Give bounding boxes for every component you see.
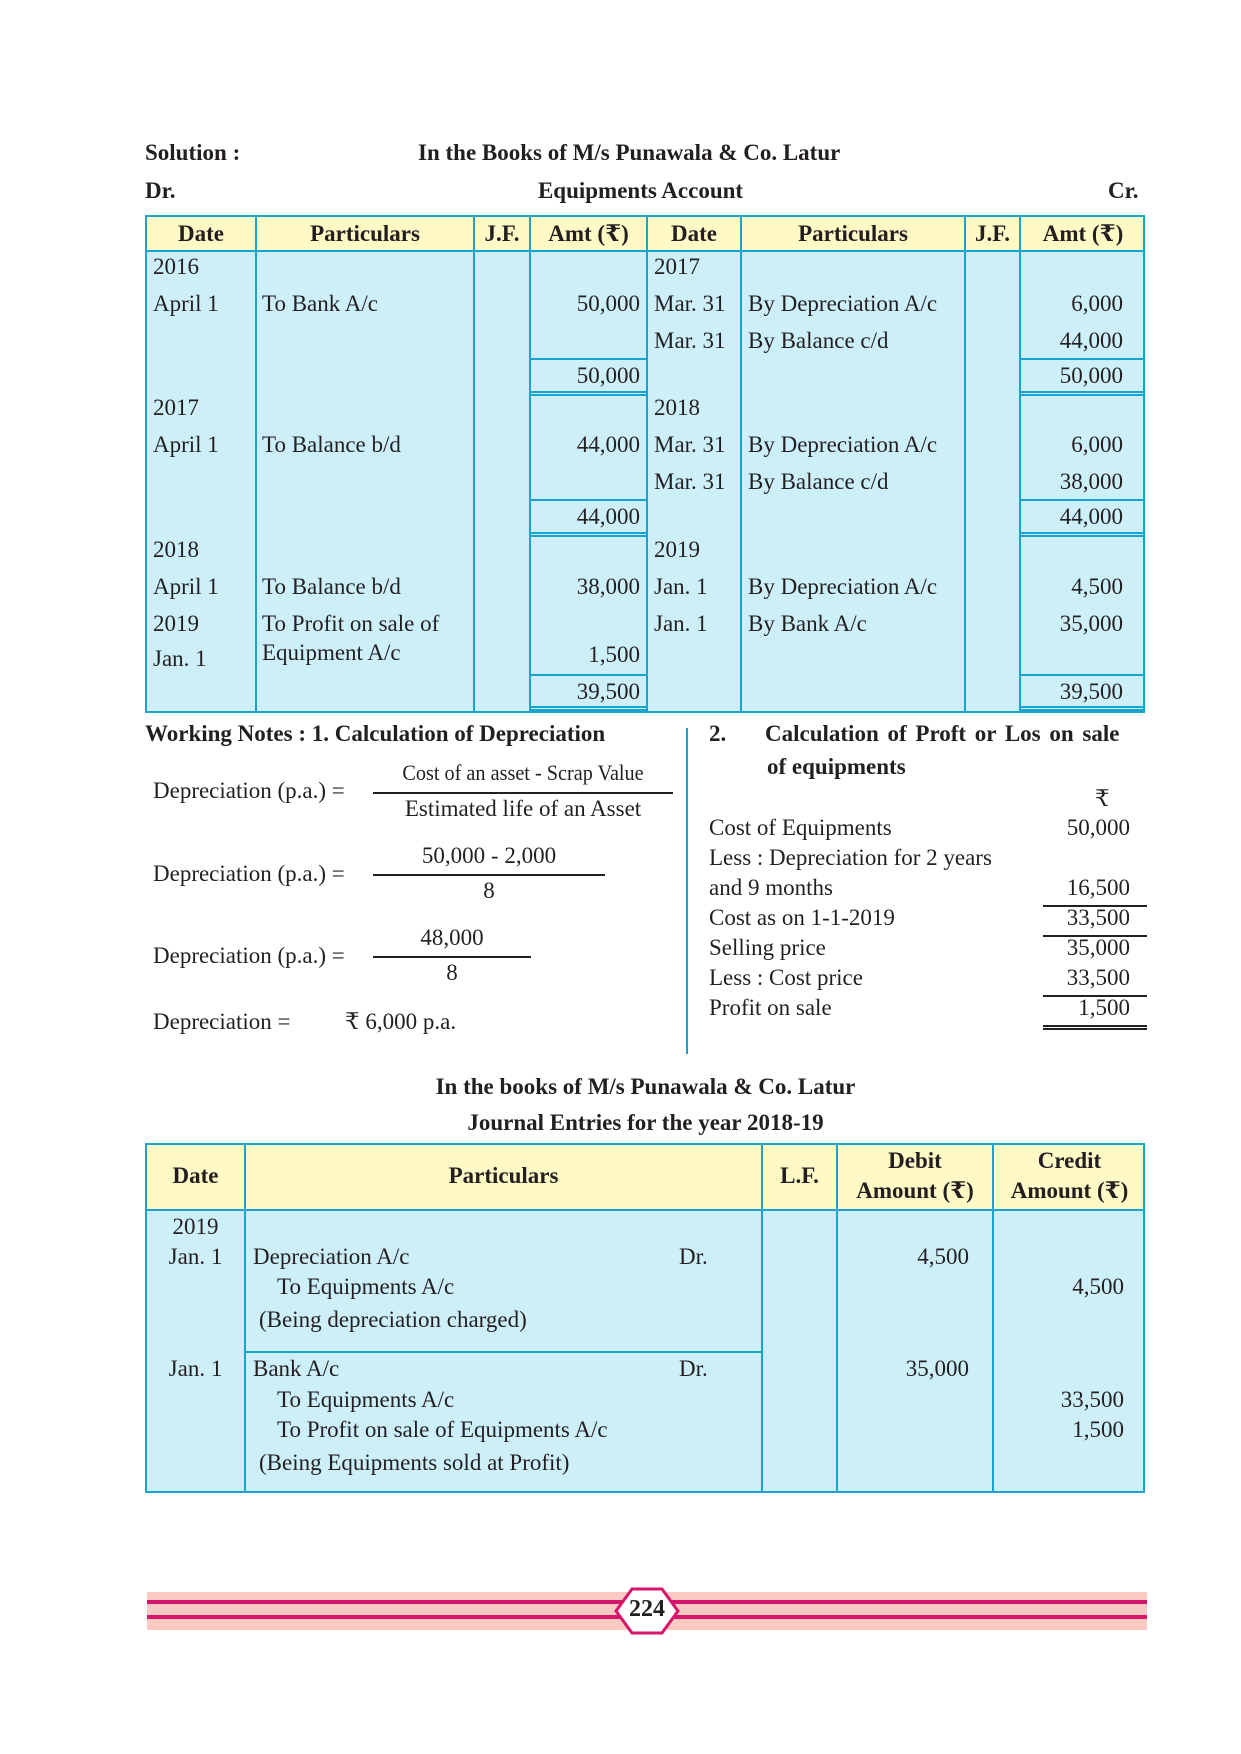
- ledger-debit-date: 2016: [153, 254, 199, 279]
- ledger-header-date: Date: [178, 221, 224, 246]
- profit-row-value: 33,500: [1066, 965, 1130, 990]
- ledger-divider: [964, 217, 966, 711]
- ledger-credit-amount: 6,000: [1071, 291, 1123, 316]
- profit-row-label: Less : Cost price: [709, 965, 863, 990]
- notes-divider: [686, 728, 688, 1054]
- double-rule: [529, 391, 648, 396]
- page-number: 224: [629, 1596, 665, 1622]
- journal-line-text: To Equipments A/c: [277, 1274, 455, 1299]
- ledger-header-jf: J.F.: [484, 221, 520, 246]
- profit-row-value: 35,000: [1066, 935, 1130, 960]
- cr-label: Cr.: [1108, 178, 1139, 203]
- ledger-credit-total: 50,000: [1059, 363, 1123, 388]
- ledger-header-row: [147, 217, 1143, 252]
- journal-header-lf: L.F.: [780, 1163, 819, 1188]
- formula-label: Depreciation (p.a.) =: [153, 778, 345, 803]
- ledger-credit-particulars: By Depreciation A/c: [748, 432, 938, 457]
- dr-label: Dr.: [145, 178, 176, 203]
- ledger-debit-amount: 44,000: [576, 432, 640, 457]
- profit-row-value: 16,500: [1066, 875, 1130, 900]
- ledger-credit-particulars: By Depreciation A/c: [748, 291, 938, 316]
- journal-header-credit-amount: Amount (₹): [1010, 1178, 1129, 1203]
- fraction-line: [373, 874, 605, 876]
- journal-line-text: To Profit on sale of Equipments A/c: [277, 1417, 608, 1442]
- journal-divider: [836, 1145, 838, 1491]
- journal-date: Jan. 1: [168, 1356, 223, 1381]
- ledger-credit-amount: 35,000: [1059, 611, 1123, 636]
- ledger-credit-particulars: By Bank A/c: [748, 611, 867, 636]
- step1-denominator: 8: [483, 878, 495, 903]
- ledger-divider: [473, 217, 475, 711]
- ledger-debit-total: 39,500: [576, 679, 640, 704]
- journal-debit-amount: 4,500: [917, 1244, 969, 1269]
- double-rule: [1019, 706, 1145, 711]
- result-label: Depreciation =: [153, 1009, 291, 1034]
- step2-numerator: 48,000: [420, 925, 484, 950]
- journal-divider: [761, 1145, 763, 1491]
- ledger-header-date-cr: Date: [671, 221, 717, 246]
- journal-credit-amount: 1,500: [1072, 1417, 1124, 1442]
- profit-row-value: 33,500: [1066, 905, 1130, 930]
- ledger-debit-particulars: To Profit on sale of: [262, 611, 440, 636]
- ledger-divider: [740, 217, 742, 711]
- journal-dr-label: Dr.: [679, 1244, 708, 1269]
- ledger-debit-date: 2019: [153, 611, 199, 636]
- journal-header-particulars: Particulars: [448, 1163, 559, 1188]
- ledger-credit-date: Mar. 31: [654, 328, 726, 353]
- profit-row-label: Cost of Equipments: [709, 815, 892, 840]
- journal-line-text: Bank A/c: [253, 1356, 340, 1381]
- step1-label: Depreciation (p.a.) =: [153, 861, 345, 886]
- journal-narration: (Being Equipments sold at Profit): [259, 1450, 570, 1475]
- double-rule: [529, 706, 648, 711]
- ledger-credit-amount: 4,500: [1071, 574, 1123, 599]
- profit-row-value: 50,000: [1066, 815, 1130, 840]
- double-rule: [1019, 391, 1145, 396]
- ledger-debit-total: 50,000: [576, 363, 640, 388]
- step2-label: Depreciation (p.a.) =: [153, 943, 345, 968]
- formula-denominator: Estimated life of an Asset: [404, 796, 642, 821]
- journal-books-title: In the books of M/s Punawala & Co. Latur: [435, 1074, 856, 1099]
- journal-narration: (Being depreciation charged): [259, 1307, 527, 1332]
- ledger-debit-particulars: To Bank A/c: [262, 291, 378, 316]
- journal-title: Journal Entries for the year 2018-19: [467, 1110, 824, 1135]
- formula-numerator: Cost of an asset - Scrap Value: [402, 760, 644, 785]
- entry-separator: [244, 1351, 763, 1353]
- step2-denominator: 8: [446, 960, 458, 985]
- solution-label: Solution :: [145, 140, 241, 165]
- double-rule: [1019, 532, 1145, 537]
- ledger-credit-date: Mar. 31: [654, 291, 726, 316]
- profit-calc-title: Calculation of Proft or Los on sale: [765, 721, 1120, 746]
- ledger-credit-date: 2018: [654, 395, 700, 420]
- ledger-credit-date: Mar. 31: [654, 469, 726, 494]
- ledger-credit-particulars: By Balance c/d: [748, 328, 889, 353]
- fraction-line: [373, 956, 531, 958]
- working-notes-title: Working Notes : 1. Calculation of Depreciation: [145, 721, 606, 746]
- profit-row-label: Selling price: [709, 935, 826, 960]
- journal-date-year: 2019: [172, 1214, 219, 1239]
- ledger-debit-amount: 1,500: [588, 642, 640, 667]
- ledger-debit-amount: 50,000: [576, 291, 640, 316]
- total-rule: [1019, 674, 1145, 676]
- books-title: In the Books of M/s Punawala & Co. Latur: [418, 140, 841, 165]
- ledger-header-amount: Amt (₹): [548, 221, 629, 246]
- journal-line-text: Depreciation A/c: [253, 1244, 410, 1269]
- total-rule: [529, 499, 648, 501]
- fraction-line: [373, 792, 673, 794]
- total-rule: [1019, 358, 1145, 360]
- ledger-debit-date: April 1: [153, 574, 219, 599]
- ledger-debit-date: 2017: [153, 395, 199, 420]
- rupee-icon: ₹: [1095, 786, 1110, 811]
- ledger-debit-amount: 38,000: [576, 574, 640, 599]
- journal-debit-amount: 35,000: [905, 1356, 969, 1381]
- profit-row-value: 1,500: [1078, 995, 1130, 1020]
- profit-row-label: Less : Depreciation for 2 years: [709, 845, 992, 870]
- ledger-divider: [255, 217, 257, 711]
- ledger-credit-date: Jan. 1: [654, 611, 708, 636]
- journal-dr-label: Dr.: [679, 1356, 708, 1381]
- profit-calc-number: 2.: [709, 721, 727, 746]
- profit-calc-title-2: of equipments: [767, 754, 906, 779]
- ledger-header-jf-cr: J.F.: [975, 221, 1010, 246]
- journal-header-debit-amount: Amount (₹): [856, 1178, 974, 1203]
- ledger-credit-date: 2019: [654, 537, 700, 562]
- ledger-debit-particulars: To Balance b/d: [262, 574, 401, 599]
- ledger-debit-date: 2018: [153, 537, 199, 562]
- ledger-credit-date: 2017: [654, 254, 700, 279]
- step1-numerator: 50,000 - 2,000: [421, 843, 557, 868]
- ledger-credit-date: Mar. 31: [654, 432, 726, 457]
- ledger-credit-amount: 38,000: [1059, 469, 1123, 494]
- ledger-credit-total: 44,000: [1059, 504, 1123, 529]
- journal-date: Jan. 1: [168, 1244, 223, 1269]
- ledger-credit-particulars: By Balance c/d: [748, 469, 889, 494]
- total-rule: [529, 358, 648, 360]
- double-rule: [529, 532, 648, 537]
- ledger-debit-particulars: Equipment A/c: [262, 640, 401, 665]
- journal-header-date: Date: [172, 1163, 219, 1188]
- total-rule: [1019, 499, 1145, 501]
- ledger-credit-date: Jan. 1: [654, 574, 708, 599]
- profit-row-label: and 9 months: [709, 875, 833, 900]
- journal-credit-amount: 4,500: [1072, 1274, 1124, 1299]
- journal-header-credit: Credit: [1037, 1148, 1102, 1173]
- total-rule: [529, 674, 648, 676]
- ledger-credit-total: 39,500: [1059, 679, 1123, 704]
- journal-table: [145, 1143, 1145, 1493]
- equipments-ledger: [145, 215, 1145, 713]
- ledger-debit-date: Jan. 1: [153, 646, 207, 671]
- account-title: Equipments Account: [537, 178, 744, 203]
- result-value: ₹ 6,000 p.a.: [345, 1009, 457, 1034]
- ledger-credit-amount: 44,000: [1059, 328, 1123, 353]
- ledger-debit-date: April 1: [153, 291, 219, 316]
- journal-line-text: To Equipments A/c: [277, 1387, 455, 1412]
- ledger-header-amount-cr: Amt (₹): [1042, 221, 1124, 246]
- ledger-divider: [646, 217, 648, 711]
- profit-row-label: Profit on sale: [709, 995, 832, 1020]
- ledger-credit-amount: 6,000: [1071, 432, 1123, 457]
- ledger-header-particulars-cr: Particulars: [798, 221, 908, 246]
- ledger-credit-particulars: By Depreciation A/c: [748, 574, 938, 599]
- journal-header-debit: Debit: [888, 1148, 942, 1173]
- ledger-debit-particulars: To Balance b/d: [262, 432, 401, 457]
- double-underline: [1043, 1025, 1147, 1030]
- profit-row-label: Cost as on 1-1-2019: [709, 905, 895, 930]
- ledger-debit-date: April 1: [153, 432, 219, 457]
- ledger-header-particulars: Particulars: [310, 221, 420, 246]
- journal-credit-amount: 33,500: [1060, 1387, 1124, 1412]
- journal-divider: [244, 1145, 246, 1491]
- ledger-debit-total: 44,000: [576, 504, 640, 529]
